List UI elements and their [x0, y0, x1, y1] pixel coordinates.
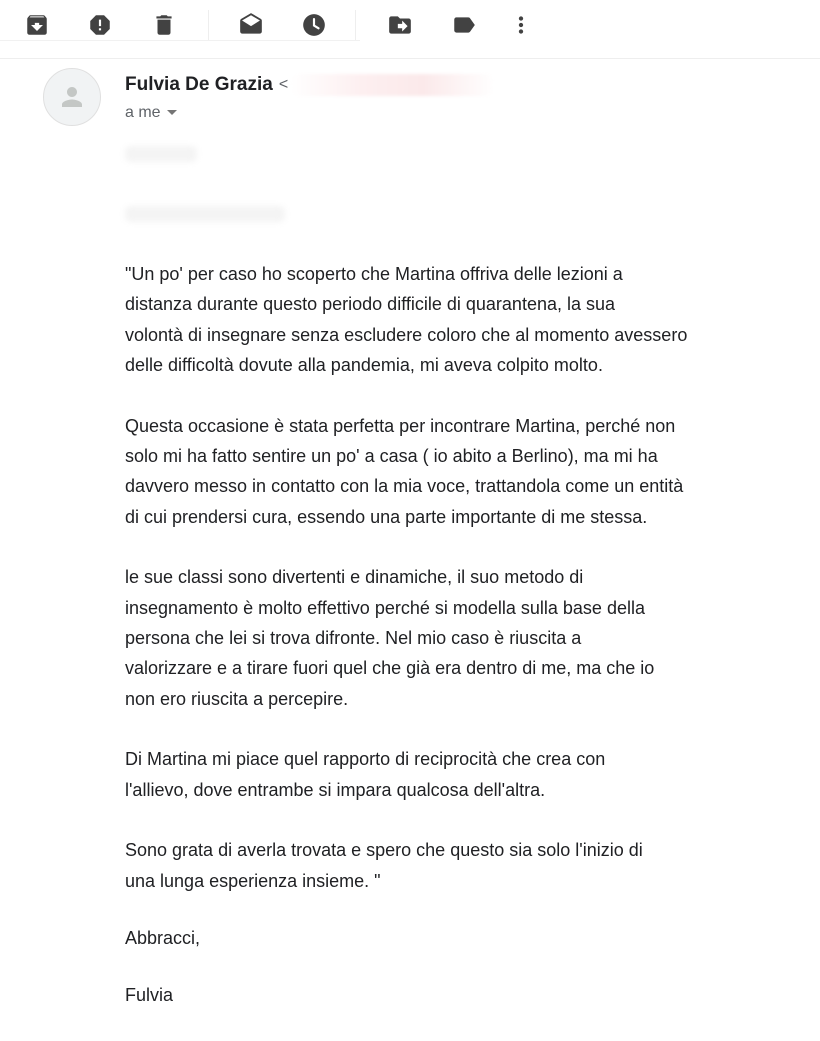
sender-line [125, 72, 495, 98]
move-to-icon[interactable] [384, 9, 416, 41]
body-paragraph: "Un po' per caso ho scoperto che Martina offriva delle lezioni a distanza durante questo periodo difficile di quarantena, la sua volontà di insegnare senza escludere coloro che al momento avessero delle difficoltà dovute alla pandemia, mi aveva colpito molto. [125, 264, 688, 376]
mark-unread-icon[interactable] [235, 9, 267, 41]
archive-icon[interactable] [21, 9, 53, 41]
toolbar-underline [0, 40, 360, 41]
delete-icon[interactable] [148, 9, 180, 41]
person-icon [57, 82, 87, 112]
avatar[interactable] [43, 68, 101, 126]
recipient-dropdown[interactable] [125, 104, 177, 122]
label-icon[interactable] [448, 9, 480, 41]
body-paragraph: Di Martina mi piace quel rapporto di reciprocità che crea con l'allievo, dove entrambe si impara qualcosa dell'altra. [125, 749, 606, 800]
message-toolbar [0, 0, 820, 56]
body-paragraph: Questa occasione è stata perfetta per incontrare Martina, perché non solo mi ha fatto sentire un po' a casa ( io abito a Berlino), ma mi ha davvero messo in contatto con la mia voce, trattandola come un entità di cui prendersi cura, essendo una parte importante di me stessa. [125, 415, 684, 527]
redacted-sender-email [290, 74, 495, 96]
redacted-line [125, 206, 285, 222]
closing-line: Abbracci, [125, 927, 201, 948]
signature: Fulvia [125, 985, 174, 1006]
header-divider [0, 58, 820, 59]
sender-name[interactable]: Fulvia De Grazia [125, 74, 273, 95]
more-vert-icon[interactable] [505, 9, 537, 41]
redacted-greeting [125, 146, 197, 162]
snooze-icon[interactable] [298, 9, 330, 41]
body-paragraph: le sue classi sono divertenti e dinamiche, il suo metodo di insegnamento è molto effettivo perché si modella sulla base della persona che lei si trova difronte. Nel mio caso è riuscita a valorizzare e a tirare fuori quel che già era dentro di me, ma che io non ero riuscita a percepire. [125, 567, 655, 709]
recipient-label: a me [125, 104, 161, 121]
message-body [125, 259, 775, 1041]
sender-email-bracket: < [278, 76, 289, 93]
toolbar-divider [355, 10, 356, 40]
body-paragraph: Sono grata di averla trovata e spero che questo sia solo l'inizio di una lunga esperienza insieme. " [125, 840, 643, 891]
caret-down-icon [167, 110, 177, 115]
toolbar-divider [208, 10, 209, 40]
report-spam-icon[interactable] [84, 9, 116, 41]
